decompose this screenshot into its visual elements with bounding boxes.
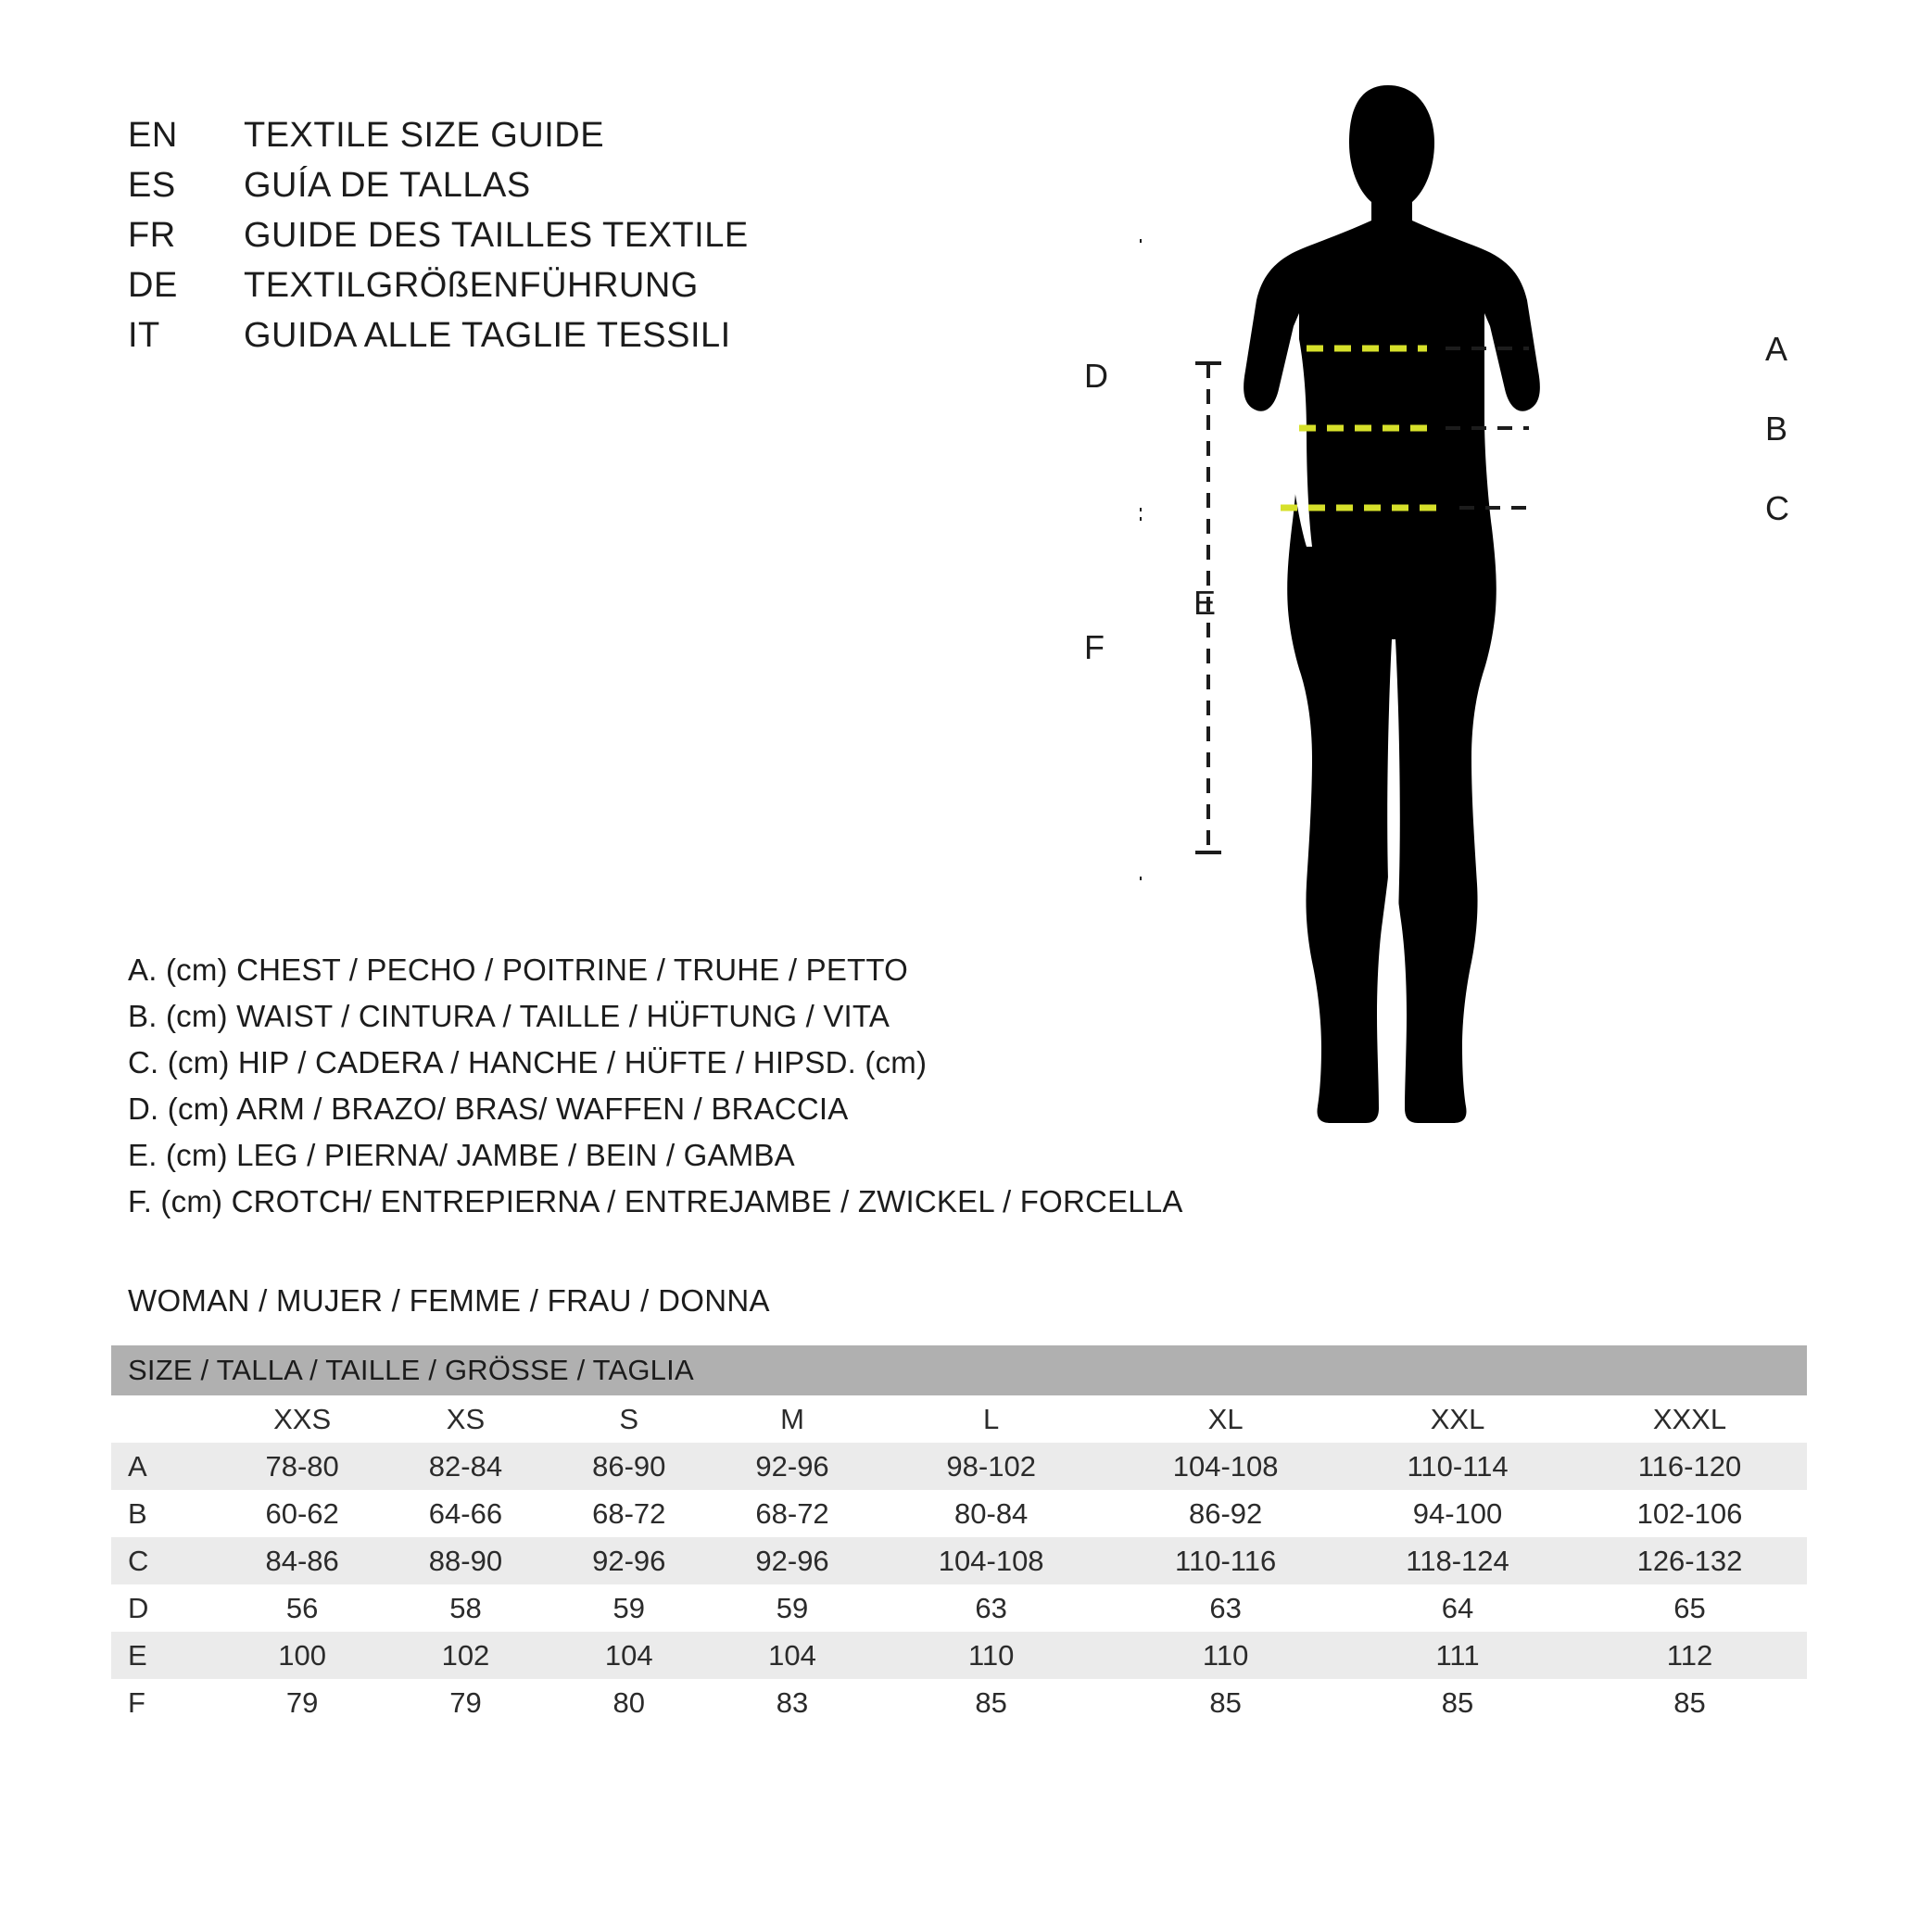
legend-item-f: F. (cm) CROTCH/ ENTREPIERNA / ENTREJAMBE / ZWICKEL / FORCELLA [128, 1184, 1183, 1218]
table-row [111, 1584, 1807, 1632]
table-row [111, 1443, 1807, 1490]
arm-dimension-d [1140, 241, 1142, 510]
language-text-fr: GUIDE DES TAILLES TEXTILE [244, 216, 749, 255]
table-row [111, 1490, 1807, 1537]
cell-a-xs: 82-84 [384, 1443, 547, 1490]
cell-b-xxxl: 102-106 [1572, 1490, 1807, 1537]
cell-a-xxl: 110-114 [1343, 1443, 1572, 1490]
cell-c-xxl: 118-124 [1343, 1537, 1572, 1584]
cell-f-xs: 79 [384, 1679, 547, 1726]
cell-e-l: 110 [874, 1632, 1108, 1679]
cell-e-m: 104 [711, 1632, 874, 1679]
marker-label-f: F [1084, 628, 1105, 666]
language-title-block [128, 116, 869, 366]
language-code-en: EN [128, 116, 178, 155]
marker-label-c: C [1765, 489, 1789, 527]
column-header-l: L [874, 1395, 1108, 1443]
marker-label-e: E [1193, 584, 1217, 622]
language-row-it [128, 316, 869, 366]
measurement-legend [128, 954, 1221, 1232]
cell-f-xl: 85 [1108, 1679, 1343, 1726]
column-header-s: S [548, 1395, 711, 1443]
group-title: WOMAN / MUJER / FEMME / FRAU / DONNA [128, 1283, 770, 1318]
size-table [111, 1345, 1807, 1726]
cell-b-xs: 64-66 [384, 1490, 547, 1537]
cell-b-xl: 86-92 [1108, 1490, 1343, 1537]
column-header-xxs: XXS [221, 1395, 384, 1443]
cell-b-s: 68-72 [548, 1490, 711, 1537]
cell-e-s: 104 [548, 1632, 711, 1679]
table-header-row [111, 1345, 1807, 1395]
language-text-de: TEXTILGRÖßENFÜHRUNG [244, 266, 699, 305]
row-label-d: D [111, 1584, 221, 1632]
cell-d-l: 63 [874, 1584, 1108, 1632]
row-label-c: C [111, 1537, 221, 1584]
cell-b-xxs: 60-62 [221, 1490, 384, 1537]
cell-e-xxxl: 112 [1572, 1632, 1807, 1679]
cell-a-xxxl: 116-120 [1572, 1443, 1807, 1490]
language-code-es: ES [128, 166, 176, 205]
row-label-a: A [111, 1443, 221, 1490]
marker-label-a: A [1765, 330, 1788, 368]
language-code-it: IT [128, 316, 160, 355]
cell-c-l: 104-108 [874, 1537, 1108, 1584]
cell-d-xl: 63 [1108, 1584, 1343, 1632]
row-label-e: E [111, 1632, 221, 1679]
cell-d-m: 59 [711, 1584, 874, 1632]
cell-f-m: 83 [711, 1679, 874, 1726]
table-row [111, 1679, 1807, 1726]
cell-b-m: 68-72 [711, 1490, 874, 1537]
cell-a-s: 86-90 [548, 1443, 711, 1490]
language-code-fr: FR [128, 216, 176, 255]
column-header-xl: XL [1108, 1395, 1343, 1443]
cell-c-xxs: 84-86 [221, 1537, 384, 1584]
table-corner-cell [111, 1395, 221, 1443]
cell-c-m: 92-96 [711, 1537, 874, 1584]
cell-a-xxs: 78-80 [221, 1443, 384, 1490]
crotch-dimension-f [1140, 519, 1142, 878]
cell-d-xxxl: 65 [1572, 1584, 1807, 1632]
cell-e-xxs: 100 [221, 1632, 384, 1679]
legend-item-a: A. (cm) CHEST / PECHO / POITRINE / TRUHE / PETTO [128, 953, 909, 987]
cell-a-m: 92-96 [711, 1443, 874, 1490]
table-row [111, 1537, 1807, 1584]
marker-label-b: B [1765, 410, 1788, 448]
table-row [111, 1632, 1807, 1679]
cell-e-xl: 110 [1108, 1632, 1343, 1679]
cell-d-s: 59 [548, 1584, 711, 1632]
language-code-de: DE [128, 266, 178, 305]
cell-e-xxl: 111 [1343, 1632, 1572, 1679]
cell-c-xl: 110-116 [1108, 1537, 1343, 1584]
language-row-en [128, 116, 869, 166]
cell-a-xl: 104-108 [1108, 1443, 1343, 1490]
marker-label-d: D [1084, 357, 1108, 395]
cell-c-s: 92-96 [548, 1537, 711, 1584]
cell-f-l: 85 [874, 1679, 1108, 1726]
language-text-es: GUÍA DE TALLAS [244, 166, 531, 205]
cell-d-xs: 58 [384, 1584, 547, 1632]
cell-c-xxxl: 126-132 [1572, 1537, 1807, 1584]
column-header-xs: XS [384, 1395, 547, 1443]
cell-f-xxxl: 85 [1572, 1679, 1807, 1726]
row-label-f: F [111, 1679, 221, 1726]
row-label-b: B [111, 1490, 221, 1537]
column-header-m: M [711, 1395, 874, 1443]
measurement-figure [1084, 65, 1835, 1223]
cell-f-xxl: 85 [1343, 1679, 1572, 1726]
legend-item-b: B. (cm) WAIST / CINTURA / TAILLE / HÜFTUNG / VITA [128, 999, 890, 1033]
language-text-en: TEXTILE SIZE GUIDE [244, 116, 605, 155]
language-row-de [128, 266, 869, 316]
cell-a-l: 98-102 [874, 1443, 1108, 1490]
column-header-xxl: XXL [1343, 1395, 1572, 1443]
language-row-es [128, 166, 869, 216]
language-text-it: GUIDA ALLE TAGLIE TESSILI [244, 316, 731, 355]
cell-e-xs: 102 [384, 1632, 547, 1679]
legend-item-e: E. (cm) LEG / PIERNA/ JAMBE / BEIN / GAMBA [128, 1138, 795, 1172]
cell-d-xxl: 64 [1343, 1584, 1572, 1632]
cell-b-l: 80-84 [874, 1490, 1108, 1537]
cell-b-xxl: 94-100 [1343, 1490, 1572, 1537]
cell-f-s: 80 [548, 1679, 711, 1726]
table-header-label: SIZE / TALLA / TAILLE / GRÖSSE / TAGLIA [111, 1345, 1807, 1395]
cell-d-xxs: 56 [221, 1584, 384, 1632]
column-header-xxxl: XXXL [1572, 1395, 1807, 1443]
cell-f-xxs: 79 [221, 1679, 384, 1726]
cell-c-xs: 88-90 [384, 1537, 547, 1584]
legend-item-d: D. (cm) ARM / BRAZO/ BRAS/ WAFFEN / BRACCIA [128, 1092, 849, 1126]
legend-item-c: C. (cm) HIP / CADERA / HANCHE / HÜFTE / HIPSD. (cm) [128, 1045, 928, 1079]
table-column-row [111, 1395, 1807, 1443]
language-row-fr [128, 216, 869, 266]
